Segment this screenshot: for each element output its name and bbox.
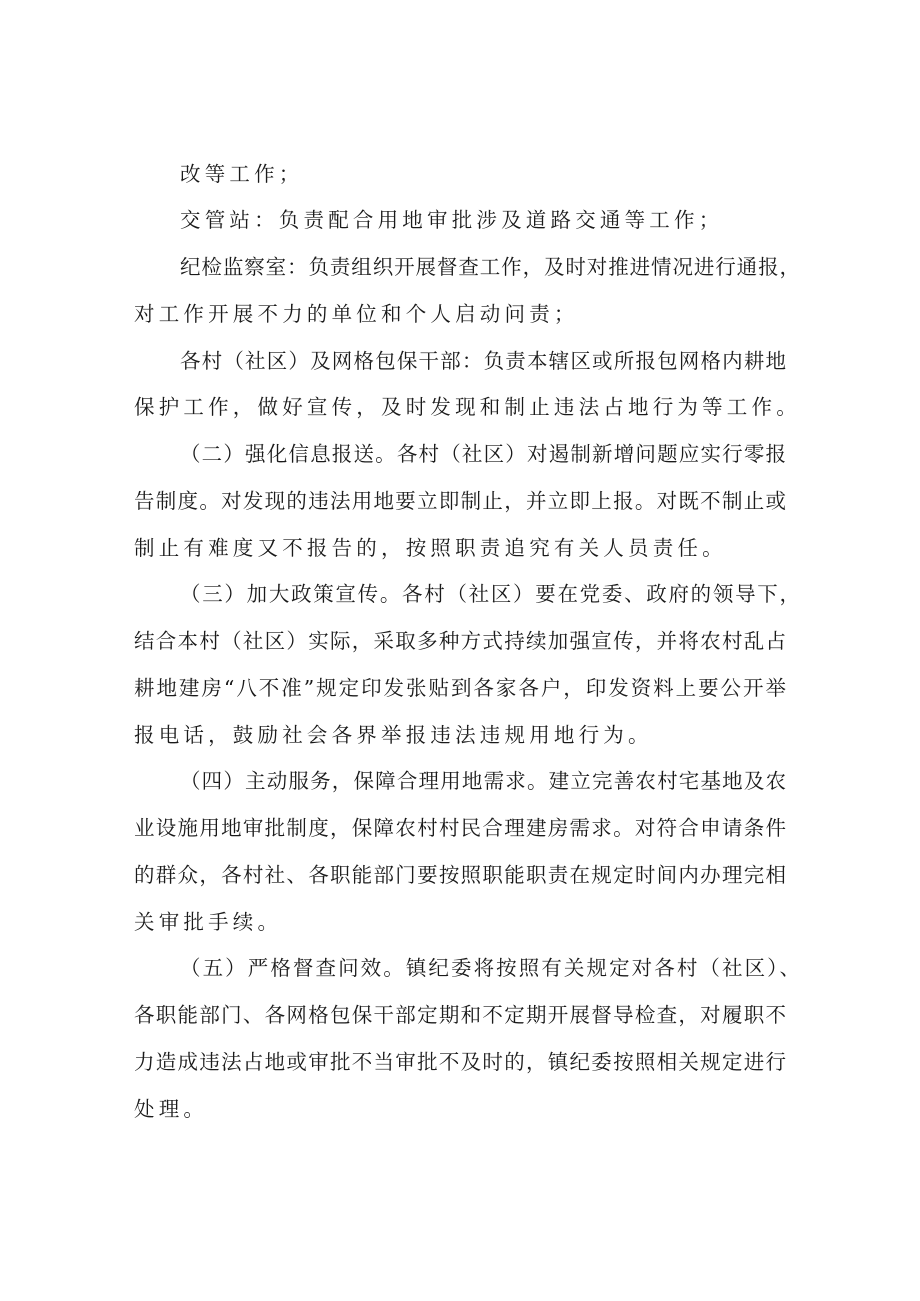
text-line: 各职能部门、各网格包保干部定期和不定期开展督导检查，对履职不 — [134, 1003, 786, 1027]
text-line: 处理。 — [134, 1097, 209, 1121]
text-line: 对工作开展不力的单位和个人启动问责； — [134, 302, 579, 326]
text-line: （五）严格督查问效。镇纪委将按照有关规定对各村（社区）、 — [180, 956, 800, 980]
text-line: 力造成违法占地或审批不当审批不及时的，镇纪委按照相关规定进行 — [134, 1050, 786, 1074]
text-line: 耕地建房“八不准”规定印发张贴到各家各户，印发资料上要公开举 — [134, 676, 786, 700]
text-line: 报电话，鼓励社会各界举报违法违规用地行为。 — [134, 723, 653, 747]
text-line: 制止有难度又不报告的，按照职责追究有关人员责任。 — [134, 536, 727, 560]
text-line: 各村（社区）及网格包保干部：负责本辖区或所报包网格内耕地 — [180, 349, 786, 373]
text-line: 纪检监察室：负责组织开展督查工作，及时对推进情况进行通报， — [180, 255, 800, 279]
text-line: （三）加大政策宣传。各村（社区）要在党委、政府的领导下， — [180, 582, 800, 606]
text-line: 关审批手续。 — [134, 910, 283, 934]
text-line: 交管站：负责配合用地审批涉及道路交通等工作； — [180, 208, 724, 232]
text-line: 的群众，各村社、各职能部门要按照职能职责在规定时间内办理完相 — [134, 863, 786, 887]
text-line: 业设施用地审批制度，保障农村村民合理建房需求。对符合申请条件 — [134, 816, 786, 840]
text-line: 改等工作； — [180, 162, 304, 186]
text-line: 结合本村（社区）实际，采取多种方式持续加强宣传，并将农村乱占 — [134, 629, 786, 653]
text-line: 告制度。对发现的违法用地要立即制止，并立即上报。对既不制止或 — [134, 489, 786, 513]
text-line: （二）强化信息报送。各村（社区）对遏制新增问题应实行零报 — [180, 442, 786, 466]
text-line: （四）主动服务，保障合理用地需求。建立完善农村宅基地及农 — [180, 769, 786, 793]
text-line: 保护工作，做好宣传，及时发现和制止违法占地行为等工作。 — [134, 395, 801, 419]
